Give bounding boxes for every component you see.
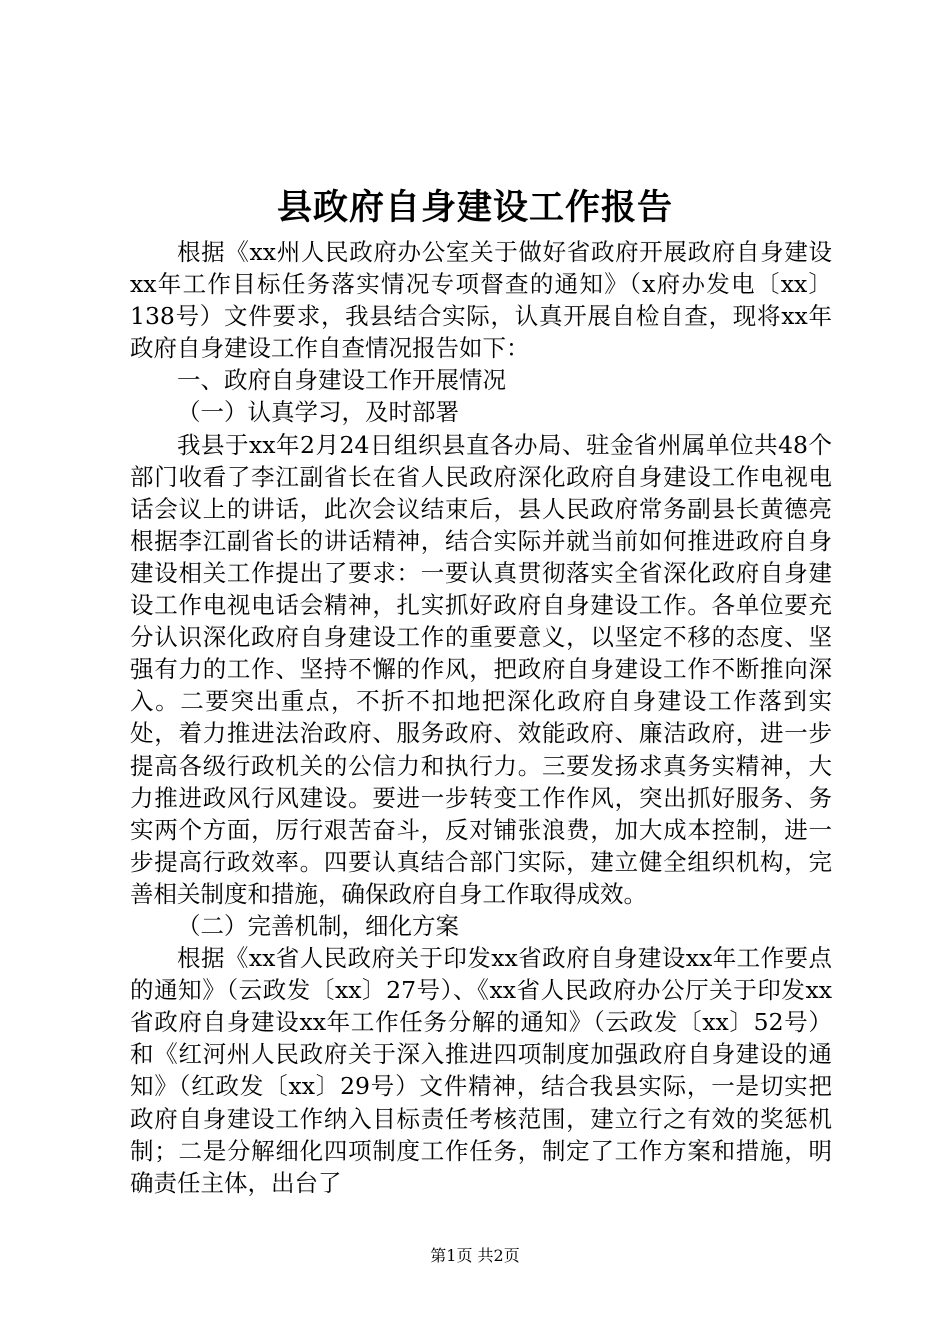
paragraph-mechanism: 根据《xx省人民政府关于印发xx省政府自身建设xx年工作要点的通知》（云政发〔xx〕27号）、《xx省人民政府办公厅关于印发xx省政府自身建设xx年工作任务分解的通知》（云政发〔xx〕52号）和《红河州人民政府关于深入推进四项制度加强政府自身建设的通知》（红政发〔xx〕29号）文件精神，结合我县实际，一是切实把政府自身建设工作纳入目标责任考核范围，建立行之有效的奖惩机制；二是分解细化四项制度工作任务，制定了工作方案和措施，明确责任主体，出台了 (130, 944, 832, 1197)
page-footer: 第1页 共2页 (430, 1246, 520, 1265)
document-title: 县政府自身建设工作报告 (276, 187, 673, 228)
paragraph-intro: 根据《xx州人民政府办公室关于做好省政府开展政府自身建设xx年工作目标任务落实情况专项督查的通知》（x府办发电〔xx〕138号）文件要求，我县结合实际，认真开展自检自查，现将xx年政府自身建设工作自查情况报告如下： (130, 238, 832, 363)
subsection-heading-2: （二）完善机制，细化方案 (177, 911, 459, 940)
subsection-heading-1: （一）认真学习，及时部署 (177, 398, 459, 427)
document-body (130, 236, 832, 1199)
paragraph-study-deploy: 我县于xx年2月24日组织县直各办局、驻金省州属单位共48个部门收看了李江副省长在省人民政府深化政府自身建设工作电视电话会议上的讲话，此次会议结束后，县人民政府常务副县长黄德亮根据李江副省长的讲话精神，结合实际并就当前如何推进政府自身建设相关工作提出了要求：一要认真贯彻落实全省深化政府自身建设工作电视电话会精神，扎实抓好政府自身建设工作。各单位要充分认识深化政府自身建设工作的重要意义，以坚定不移的态度、坚强有力的工作、坚持不懈的作风，把政府自身建设工作不断推向深入。二要突出重点，不折不扣地把深化政府自身建设工作落到实处，着力推进法治政府、服务政府、效能政府、廉洁政府，进一步提高各级行政机关的公信力和执行力。三要发扬求真务实精神，大力推进政风行风建设。要进一步转变工作作风，突出抓好服务、务实两个方面，厉行艰苦奋斗，反对铺张浪费，加大成本控制，进一步提高行政效率。四要认真结合部门实际，建立健全组织机构，完善相关制度和措施，确保政府自身工作取得成效。 (130, 430, 832, 908)
section-heading-1: 一、政府自身建设工作开展情况 (177, 366, 506, 395)
